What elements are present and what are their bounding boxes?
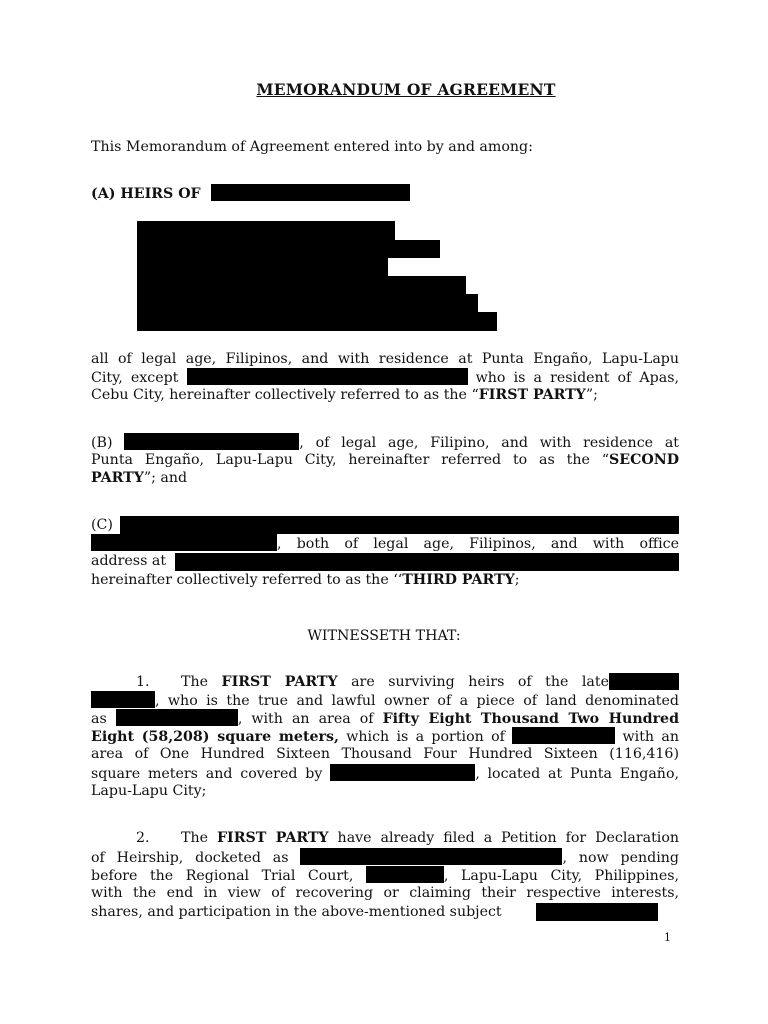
party-a-line-2: City, except who is a resident of Apas,: [91, 370, 679, 386]
redacted-block: [137, 221, 395, 240]
redacted-block: [91, 534, 277, 551]
item-2-line-2: of Heirship, docketed as , now pending: [91, 850, 679, 866]
party-a-label: (A) HEIRS OF: [91, 186, 201, 202]
party-a-heading: [91, 184, 679, 203]
party-b-line-1: (B) , of legal age, Filipino, and with residence at: [91, 435, 679, 451]
redacted-block: [536, 903, 658, 921]
redacted-block: [187, 368, 468, 385]
redacted-block: [300, 848, 562, 865]
party-c-line-4: hereinafter collectively referred to as the ‘‘THIRD PARTY;: [91, 572, 520, 588]
third-party-term: THIRD PARTY: [402, 572, 515, 588]
item-1-line-5: area of One Hundred Sixteen Thousand Four Hundred Sixteen (116,416): [91, 746, 679, 762]
document-title: MEMORANDUM OF AGREEMENT: [256, 80, 556, 99]
item-1-line-6: square meters and covered by , located at Punta Engaño,: [91, 766, 679, 782]
party-c-line-3: address at: [91, 553, 167, 569]
redacted-block: [91, 691, 155, 708]
redacted-block: [137, 276, 466, 294]
item-1-line-4: Eight (58,208) square meters, which is a portion of with an: [91, 729, 679, 745]
redacted-block: [120, 516, 679, 534]
item-1-number: 1.: [136, 674, 150, 690]
redacted-block: [124, 433, 299, 450]
item-1-line-1: The FIRST PARTY are surviving heirs of the late: [181, 674, 609, 690]
witnesseth-heading: WITNESSETH THAT:: [307, 628, 461, 644]
redacted-block: [609, 673, 679, 690]
redacted-block: [137, 240, 440, 258]
first-party-term: FIRST PARTY: [478, 387, 586, 403]
redacted-block: [137, 258, 388, 276]
page-number: 1: [664, 931, 671, 944]
redacted-block: [512, 727, 615, 744]
item-2-number: 2.: [136, 830, 150, 846]
redacted-block: [116, 709, 238, 726]
item-1-line-7: Lapu-Lapu City;: [91, 783, 207, 799]
redacted-block: [175, 553, 679, 571]
item-2-line-4: with the end in view of recovering or claiming their respective interests,: [91, 885, 679, 901]
second-party-term: SECOND: [609, 452, 679, 468]
intro-line: This Memorandum of Agreement entered into by and among:: [91, 139, 533, 155]
redacted-block: [330, 764, 475, 781]
redacted-block: [211, 184, 410, 201]
party-c-line-1: (C): [91, 517, 113, 533]
item-1-line-2: , who is the true and lawful owner of a piece of land denominated: [91, 691, 679, 710]
party-a-line-3: Cebu City, hereinafter collectively referred to as the “FIRST PARTY”;: [91, 387, 598, 403]
party-b-line-3: PARTY”; and: [91, 470, 188, 486]
item-1-line-3: as , with an area of Fifty Eight Thousand Two Hundred: [91, 711, 679, 727]
item-2-line-1: The FIRST PARTY have already filed a Petition for Declaration: [181, 830, 679, 846]
party-c-line-2: , both of legal age, Filipinos, and with office: [91, 534, 679, 553]
party-a-line-1: all of legal age, Filipinos, and with residence at Punta Engaño, Lapu-Lapu: [91, 351, 679, 367]
item-2-line-5: shares, and participation in the above-mentioned subject: [91, 904, 502, 920]
party-b-line-2: Punta Engaño, Lapu-Lapu City, hereinafter referred to as the “SECOND: [91, 452, 679, 468]
item-2-line-3: before the Regional Trial Court, , Lapu-Lapu City, Philippines,: [91, 868, 680, 884]
redacted-block: [137, 294, 478, 312]
redacted-block: [366, 866, 444, 883]
redacted-block: [137, 312, 497, 331]
